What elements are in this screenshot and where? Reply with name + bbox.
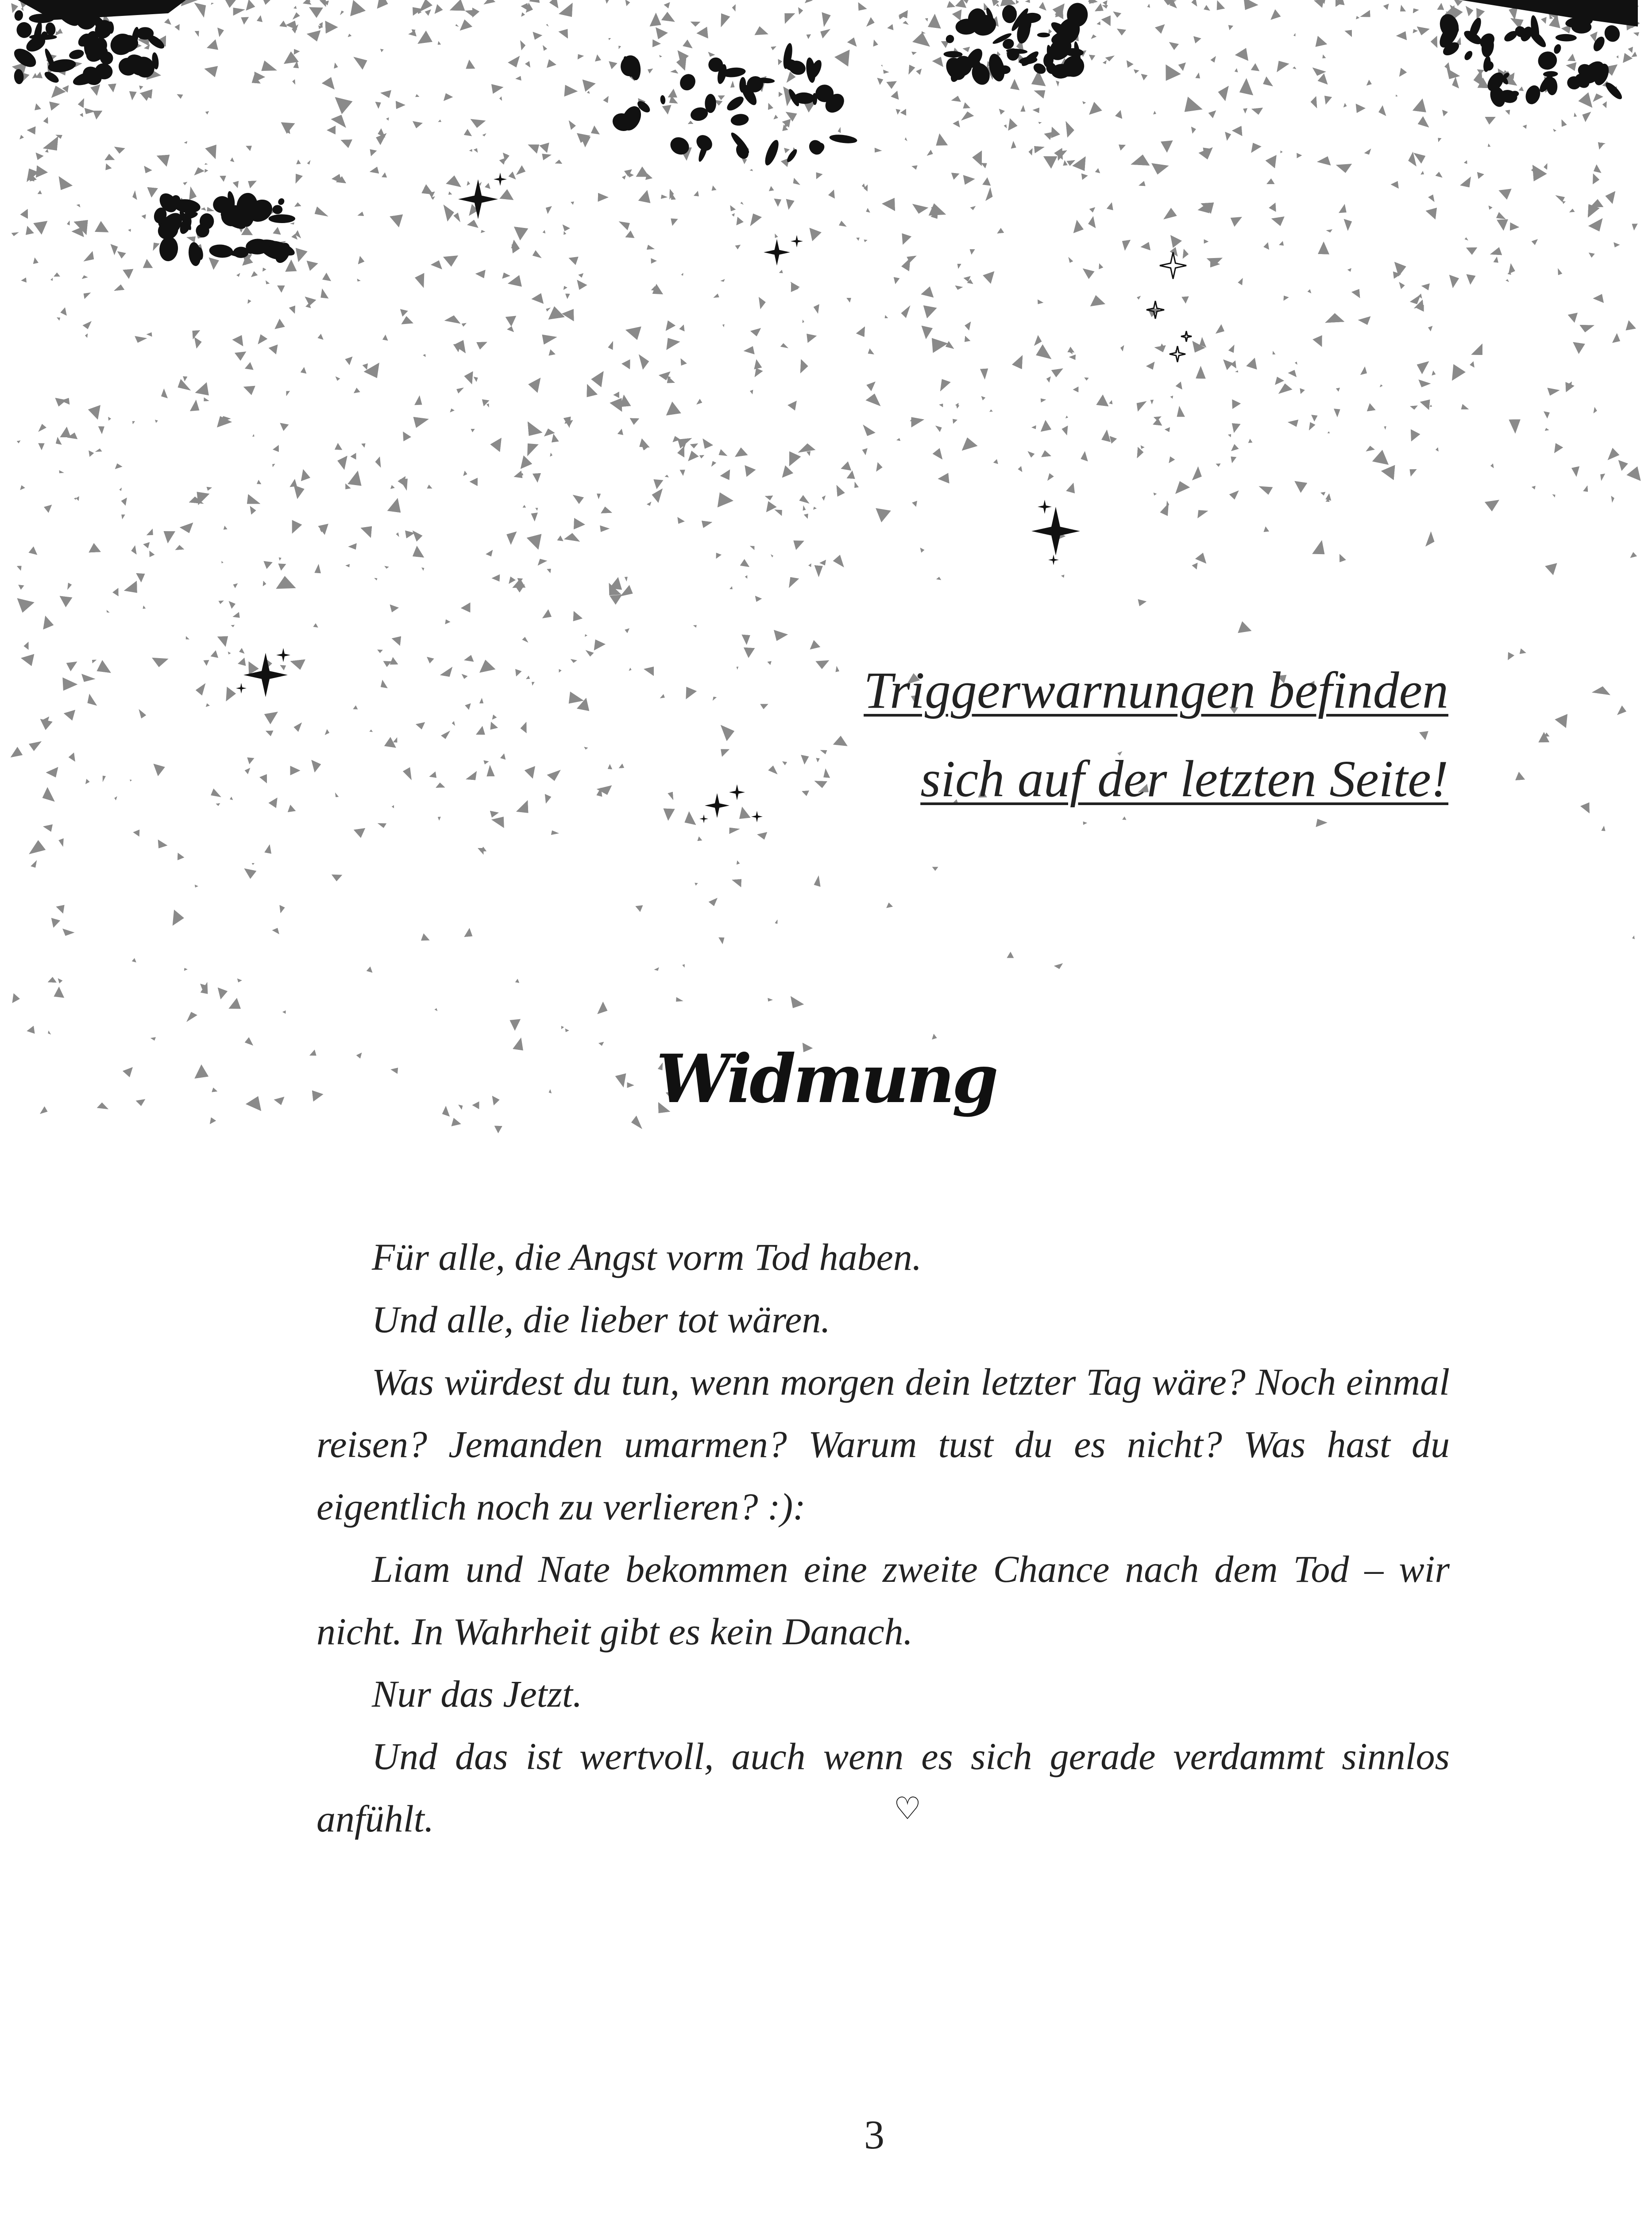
- sparkle-star-icon: [494, 173, 507, 186]
- sparkle-star-icon: [1048, 555, 1059, 565]
- sparkle-star-icon: [1170, 346, 1185, 362]
- sparkle-star-icon: [1160, 252, 1186, 279]
- sparkle-star-icon: [276, 648, 290, 662]
- dedication-title: Widmung: [656, 1040, 996, 1118]
- sparkle-star-icon: [458, 179, 498, 219]
- sparkle-star-icon: [1181, 331, 1192, 342]
- dedication-paragraph: Was würdest du tun, wenn morgen dein letzter Tag wäre? Noch einmal reisen? Jemanden umarmen? Warum tust du es nicht? Was hast du eigentlich noch zu verlieren? :):: [317, 1361, 1450, 1528]
- dedication-paragraph: Liam und Nate bekommen eine zweite Chance nach dem Tod – wir nicht. In Wahrheit gibt es kein Danach.: [317, 1548, 1450, 1653]
- sparkle-star-icon: [236, 683, 247, 694]
- dedication-body: [317, 1226, 1450, 1850]
- sparkle-star-icon: [791, 235, 803, 247]
- sparkle-star-icon: [764, 239, 790, 266]
- sparkle-star-icon: [1038, 500, 1052, 514]
- trigger-warning-notice: [607, 646, 1448, 823]
- dedication-paragraph: Für alle, die Angst vorm Tod haben.: [372, 1236, 922, 1278]
- page-number: 3: [864, 2112, 884, 2157]
- trigger-warning-line-2: sich auf der letzten Seite!: [920, 750, 1448, 808]
- sparkle-star-icon: [243, 653, 288, 697]
- dedication-paragraph: Und das ist wertvoll, auch wenn es sich gerade verdammt sinnlos anfühlt.: [317, 1735, 1450, 1840]
- trigger-warning-line-1: Triggerwarnungen befinden: [864, 661, 1448, 719]
- sparkle-star-icon: [1031, 507, 1080, 555]
- dedication-paragraph: Und alle, die lieber tot wären.: [372, 1298, 830, 1341]
- dedication-paragraph: Nur das Jetzt.: [372, 1673, 583, 1715]
- heart-icon: ♡: [893, 1790, 922, 1827]
